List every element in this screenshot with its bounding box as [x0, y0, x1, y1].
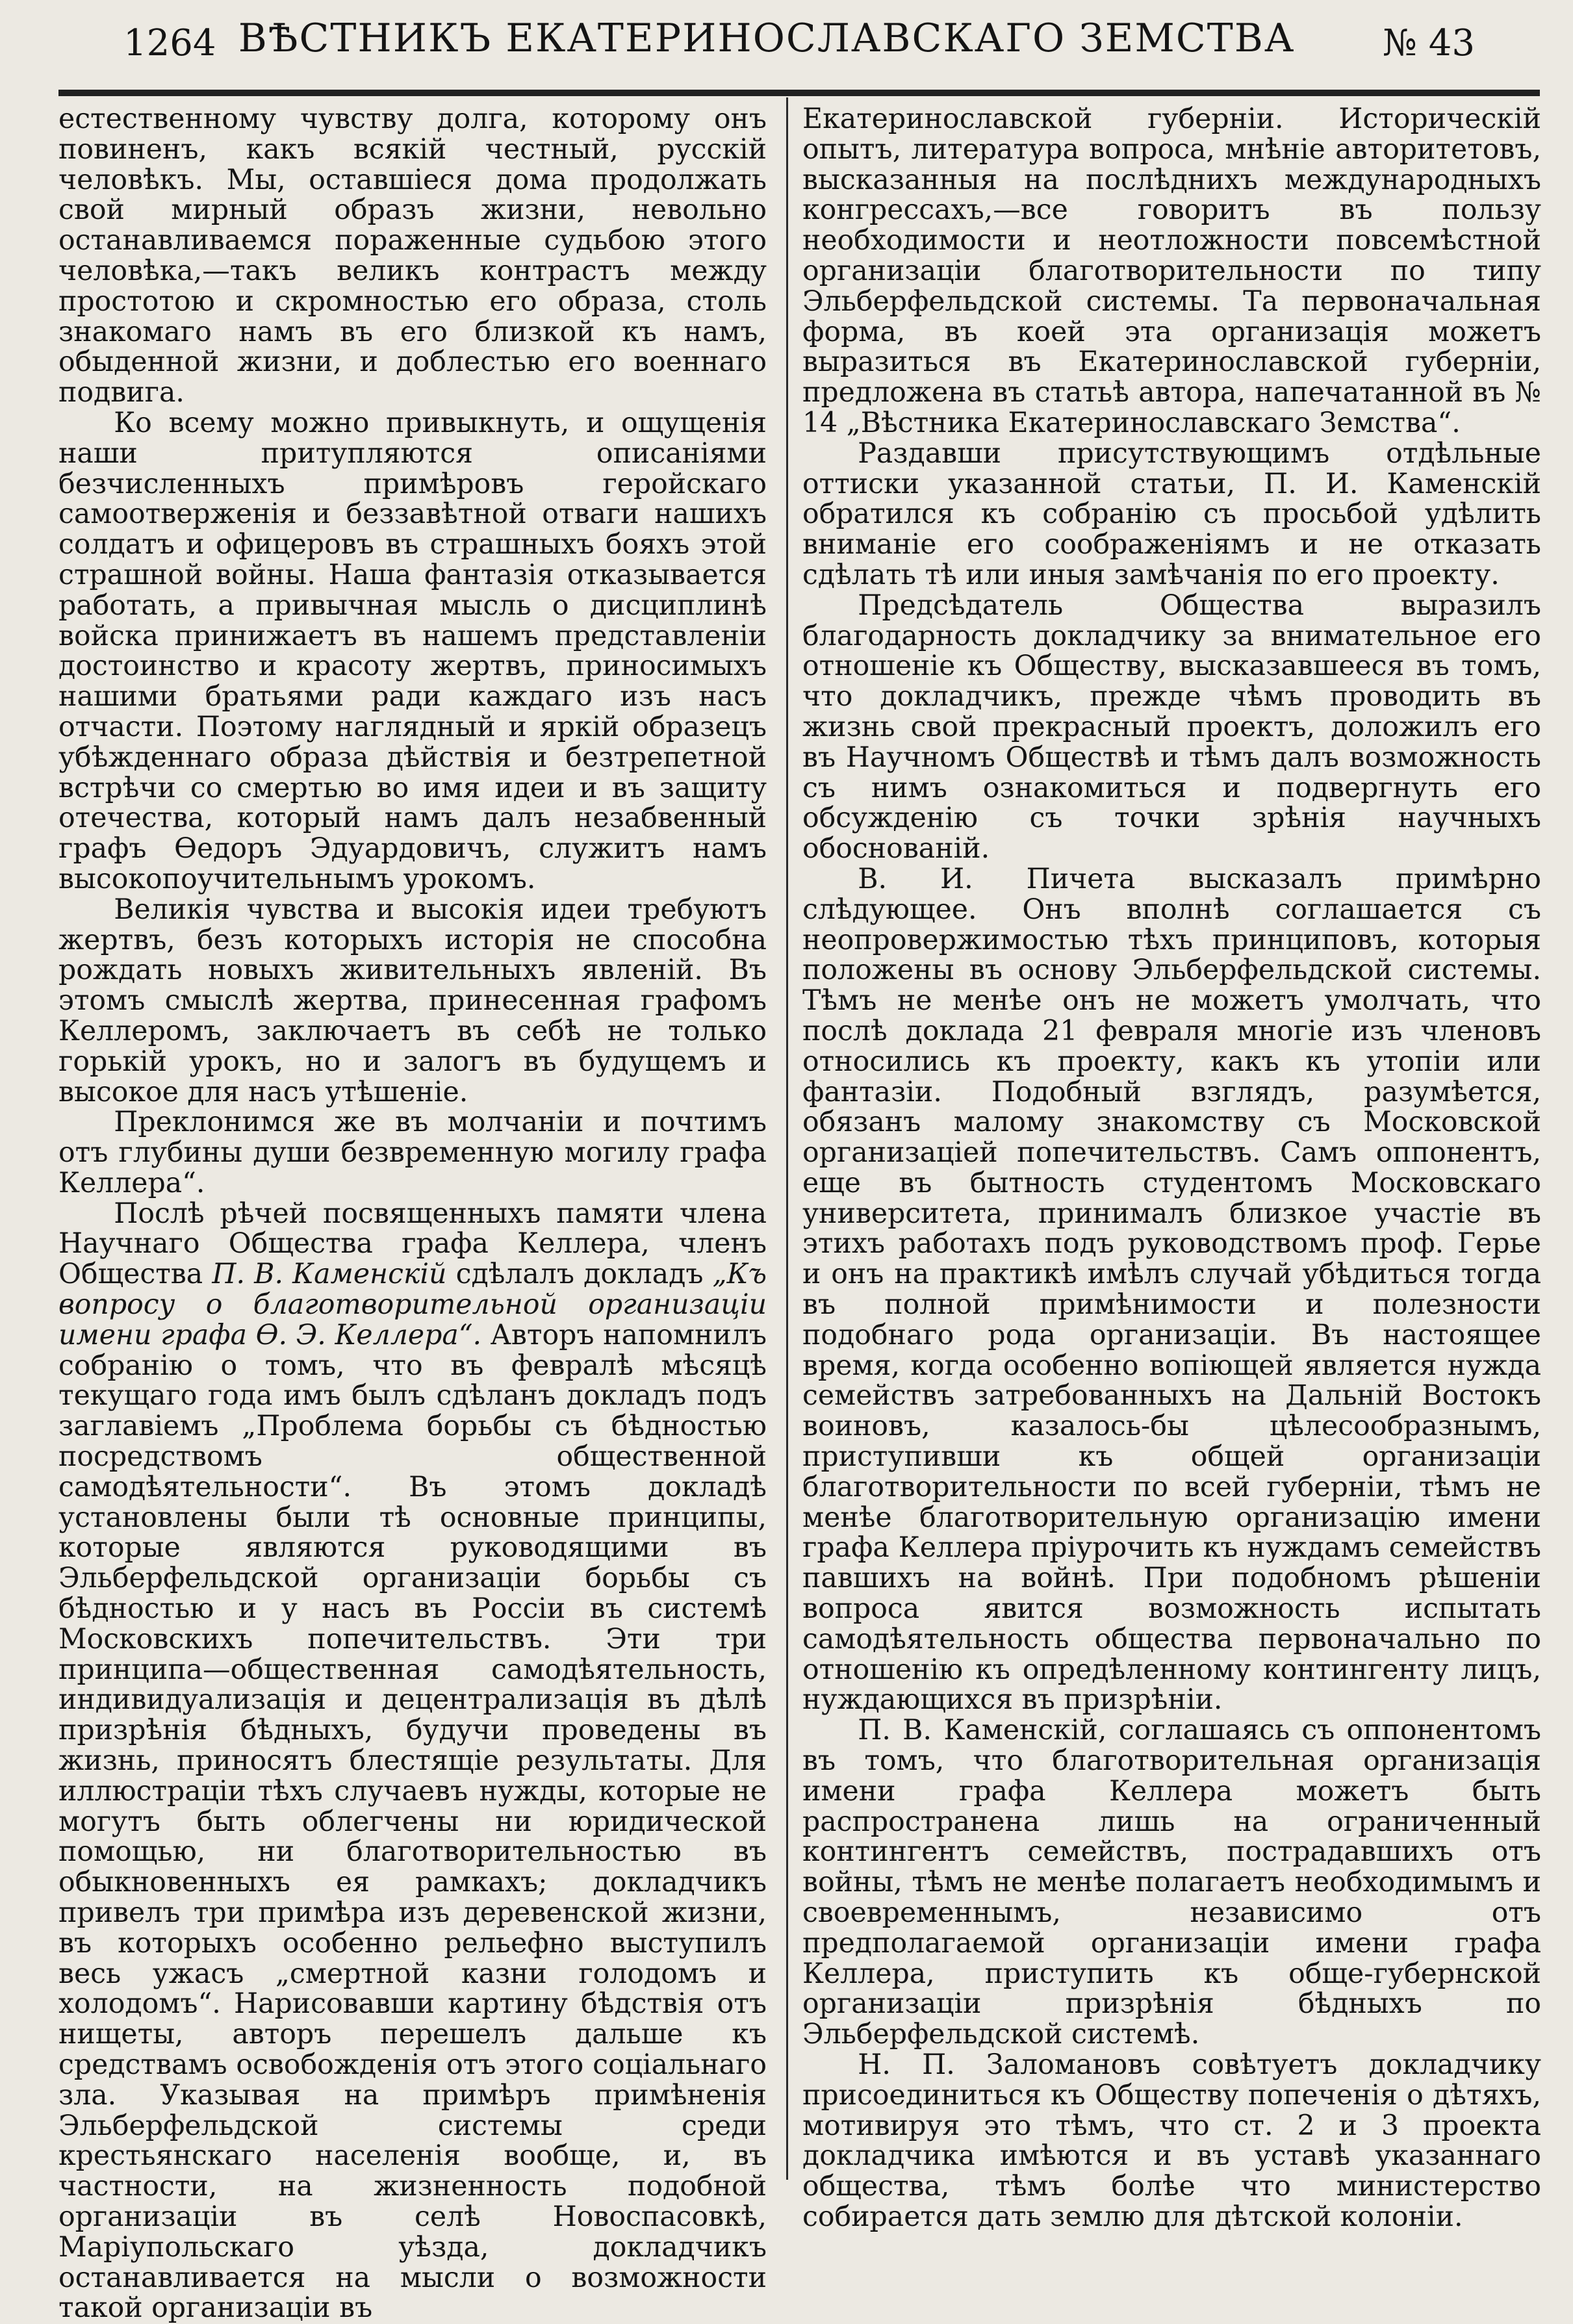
- column-divider: [786, 97, 788, 2180]
- left-paragraph-4: Преклонимся же въ молчаніи и почтимъ отъ глубины души безвременную могилу графа Келлера“.: [58, 1106, 767, 1199]
- report-author: П. В. Каменскій: [212, 1258, 447, 1291]
- right-paragraph-2: Раздавши присутствующимъ отдѣльные оттиски указанной статьи, П. И. Каменскій обратился къ собранію съ просьбой удѣлить вниманіе его соображеніямъ и не отказать сдѣлать тѣ или иныя замѣчанія по его проекту.: [802, 437, 1541, 591]
- left-column: [58, 104, 767, 2323]
- right-paragraph-6: Н. П. Заломановъ совѣтуетъ докладчику присоединиться къ Обществу попеченія о дѣтяхъ, мотивируя это тѣмъ, что ст. 2 и 3 проекта докладчика имѣются и въ уставѣ указаннаго общества, тѣмъ болѣе что министерство собирается дать землю для дѣтской колоніи.: [802, 2049, 1541, 2233]
- page-header: [58, 9, 1475, 81]
- page-number: 1264: [123, 22, 216, 64]
- left-paragraph-1: естественному чувству долга, которому онъ повиненъ, какъ всякій честный, русскій человѣкъ. Мы, оставшіеся дома продолжать свой мирный образъ жизни, невольно останавливаемся пораженные судьбою этого человѣка,—такъ великъ контрастъ между простотою и скромностью его образа, столь знакомаго намъ въ его близкой къ намъ, обыденной жизни, и доблестью его военнаго подвига.: [58, 103, 767, 409]
- left-paragraph-2: Ко всему можно привыкнуть, и ощущенія наши притупляются описаніями безчисленныхъ примѣровъ геройскаго самоотверженія и беззавѣтной отваги нашихъ солдатъ и офицеровъ въ страшныхъ бояхъ этой страшной войны. Наша фантазія отказывается работать, а привычная мысль о дисциплинѣ войска принижаетъ въ нашемъ представленіи достоинство и красоту жертвъ, приносимыхъ нашими братьями ради каждаго изъ насъ отчасти. Поэтому наглядный и яркій образецъ убѣжденнаго образа дѣйствія и безтрепетной встрѣчи со смертью во имя идеи и въ защиту отечества, который намъ далъ незабвенный графъ Ѳедоръ Эдуардовичъ, служитъ намъ высокопоучительнымъ урокомъ.: [58, 406, 767, 895]
- right-column: [802, 104, 1541, 2232]
- right-paragraph-3: Предсѣдатель Общества выразилъ благодарность докладчику за внимательное его отношеніе къ Обществу, высказавшееся въ томъ, что докладчикъ, прежде чѣмъ проводить въ жизнь свой прекрасный проектъ, доложилъ его въ Научномъ Обществѣ и тѣмъ далъ возможность съ нимъ ознакомиться и подвергнуть его обсужденію съ точки зрѣнія научныхъ обоснованій.: [802, 589, 1541, 865]
- right-paragraph-1: Екатеринославской губерніи. Историческій опытъ, литература вопроса, мнѣніе авторитетовъ, высказанныя на послѣднихъ международныхъ конгрессахъ,—все говоритъ въ пользу необходимости и неотложности повсемѣстной организаціи благотворительности по типу Эльберфельдской системы. Та первоначальная форма, въ коей эта организація можетъ выразиться въ Екатеринославской губерніи, предложена въ статьѣ автора, напечатанной въ № 14 „Вѣстника Екатеринославскаго Земства“.: [802, 103, 1541, 439]
- issue-number: № 43: [1382, 22, 1475, 64]
- left-paragraph-5: [58, 1199, 767, 2323]
- report-intro-text: Послѣ рѣчей посвященныхъ памяти члена Научнаго Общества графа Келлера, членъ Общества: [58, 1197, 767, 1291]
- left-paragraph-3: Великія чувства и высокія идеи требуютъ жертвъ, безъ которыхъ исторія не способна рождать новыхъ живительныхъ явленій. Въ этомъ смыслѣ жертва, принесенная графомъ Келлеромъ, заключаетъ въ себѣ не только горькій урокъ, но и залогъ въ будущемъ и высокое для насъ утѣшеніе.: [58, 893, 767, 1108]
- right-paragraph-4: В. И. Пичета высказалъ примѣрно слѣдующее. Онъ вполнѣ соглашается съ неопровержимостью тѣхъ принциповъ, которыя положены въ основу Эльберфельдской системы. Тѣмъ не менѣе онъ не можетъ умолчать, что послѣ доклада 21 февраля многіе изъ членовъ относились къ проекту, какъ къ утопіи или фантазіи. Подобный взглядъ, разумѣется, обязанъ малому знакомству съ Московской организаціей попечительствъ. Самъ оппонентъ, еще въ бытность студентомъ Московскаго университета, принималъ близкое участіе въ этихъ работахъ подъ руководствомъ проф. Герье и онъ на практикѣ имѣлъ случай убѣдиться тогда въ полной примѣнимости и полезности подобнаго рода организаціи. Въ настоящее время, когда особенно вопіющей является нужда семействъ затребованныхъ на Дальній Востокъ воиновъ, казалось-бы цѣлесообразнымъ, приступивши къ общей организаціи благотворительности по всей губерніи, тѣмъ не менѣе благотворительную организацію имени графа Келлера пріурочить къ нуждамъ семействъ павшихъ на войнѣ. При подобномъ рѣшеніи вопроса явится возможность испытать самодѣятельность общества первоначально по отношенію къ опредѣленному контингенту лицъ, нуждающихся въ призрѣніи.: [802, 862, 1541, 1717]
- report-connector: сдѣлалъ докладъ: [446, 1258, 713, 1291]
- report-body-text: Авторъ напомнилъ собранію о томъ, что въ февралѣ мѣсяцѣ текущаго года имъ былъ сдѣланъ докладъ подъ заглавіемъ „Проблема борьбы съ бѣдностью посредствомъ общественной самодѣятельности“. Въ этомъ докладѣ установлены были тѣ основные принципы, которые являются руководящими въ Эльберфельдской организаціи борьбы съ бѣдностью и у насъ въ Россіи въ системѣ Московскихъ попечительствъ. Эти три принципа—общественная самодѣятельность, индивидуализація и децентрализація въ дѣлѣ призрѣнія бѣдныхъ, будучи проведены въ жизнь, приносятъ блестящіе результаты. Для иллюстраціи тѣхъ случаевъ нужды, которые не могутъ быть облегчены ни юридической помощью, ни благотворительностью въ обыкновенныхъ ея рамкахъ; докладчикъ привелъ три примѣра изъ деревенской жизни, въ которыхъ особенно рельефно выступилъ весь ужасъ „смертной казни голодомъ и холодомъ“. Нарисовавши картину бѣдствія отъ нищеты, авторъ перешелъ дальше къ средствамъ освобожденія отъ этого соціальнаго зла. Указывая на примѣръ примѣненія Эльберфельдской системы среди крестьянскаго населенія вообще, и, въ частности, на жизненность подобной организаціи въ селѣ Новоспасовкѣ, Маріупольскаго уѣзда, докладчикъ останавливается на мысли о возможности такой организаціи въ: [58, 1318, 767, 2324]
- report-title: „Къ вопросу о благотворительной организаціи имени графа Ѳ. Э. Келлера“.: [58, 1258, 767, 1351]
- header-rule: [58, 90, 1540, 96]
- right-paragraph-5: П. В. Каменскій, соглашаясь съ оппонентомъ въ томъ, что благотворительная организація имени графа Келлера можетъ быть распространена лишь на ограниченный контингентъ семействъ, пострадавшихъ отъ войны, тѣмъ не менѣе полагаетъ необходимымъ и своевременнымъ, независимо отъ предполагаемой организаціи имени графа Келлера, приступить къ обще-губернской организаціи призрѣнія бѣдныхъ по Эльберфельдской системѣ.: [802, 1714, 1541, 2051]
- journal-title: ВѢСТНИКЪ ЕКАТЕРИНОСЛАВСКАГО ЗЕМСТВА: [238, 16, 1296, 61]
